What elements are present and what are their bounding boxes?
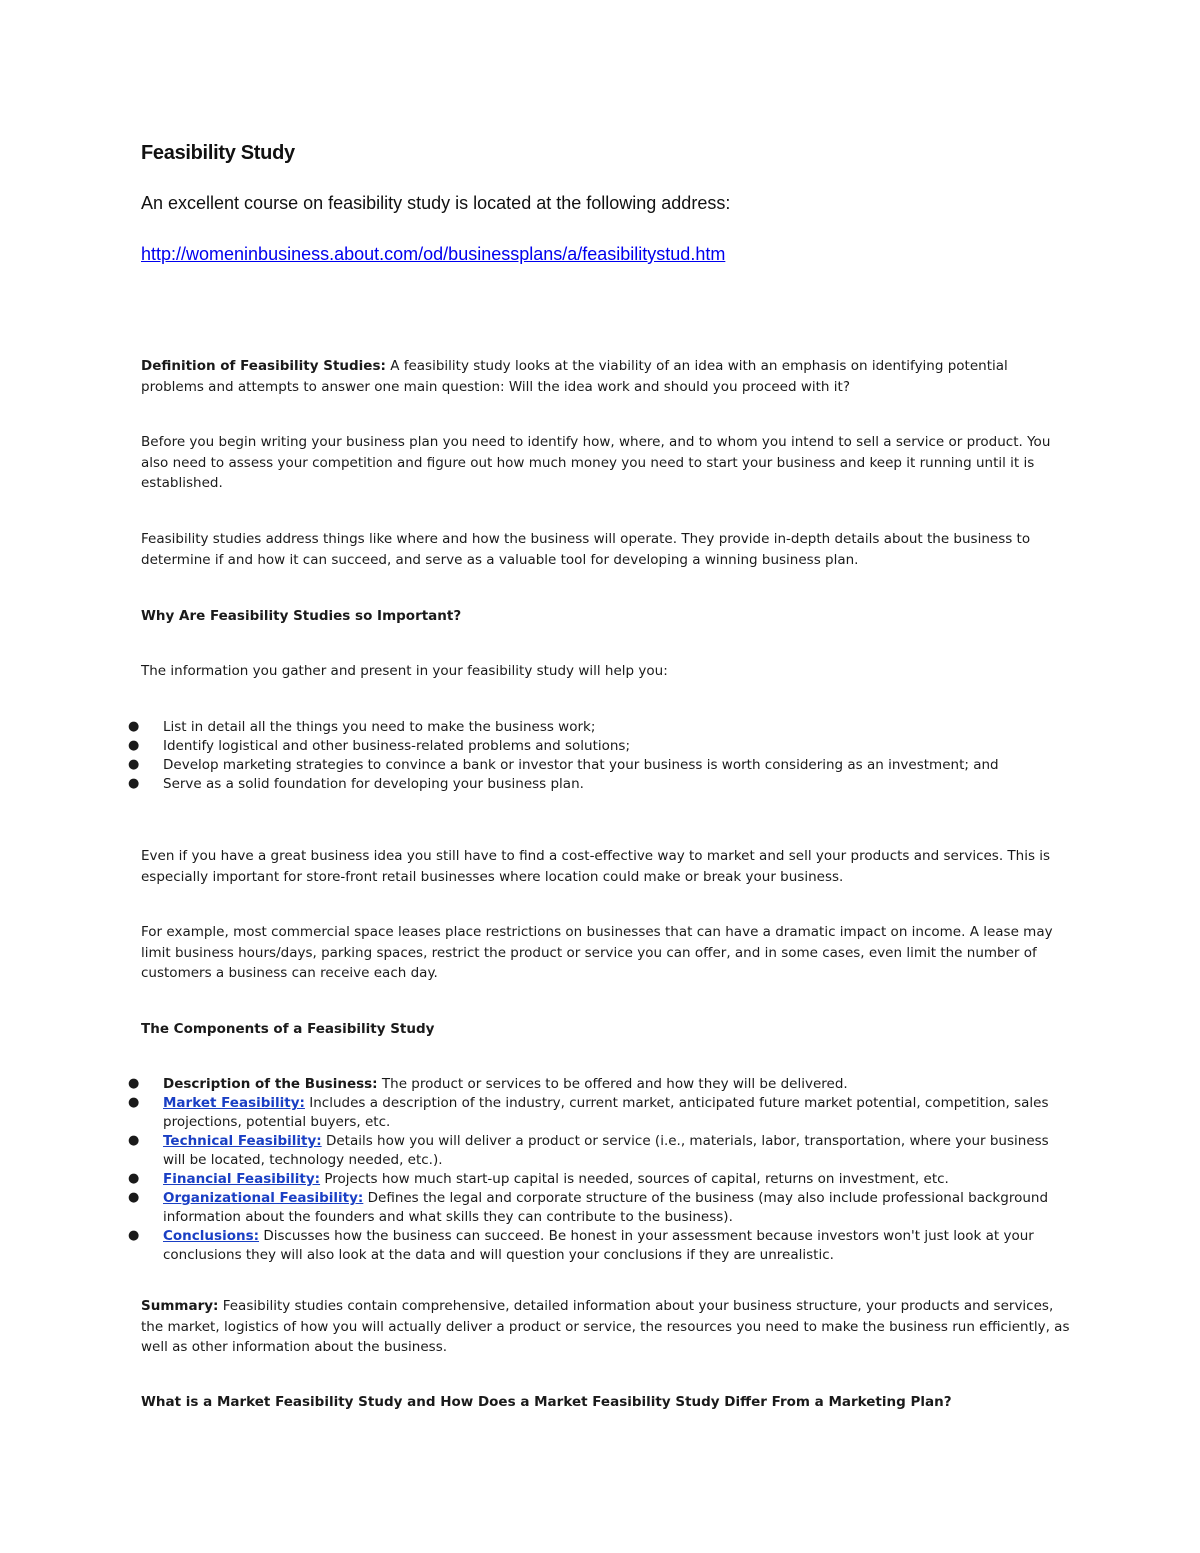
component-text: Includes a description of the industry, current market, anticipated future market potential, competition, sales projections, potential buyers, etc. [163,1095,1049,1130]
component-text: Defines the legal and corporate structure of the business (may also include professional background information about the founders and what skills they can contribute to the business). [163,1190,1049,1225]
bullet-icon: ● [128,1190,140,1205]
component-text: Discusses how the business can succeed. Be honest in your assessment because investors won't just look at your conclusions they will also look at the data and will question your conclusions if they are unrealistic. [163,1228,1034,1263]
document-title: Feasibility Study [141,142,295,164]
components-heading: The Components of a Feasibility Study [141,1021,435,1037]
list-item [0,1189,1075,1227]
list-item-text: List in detail all the things you need to make the business work; [163,719,596,735]
component-text: Projects how much start-up capital is needed, sources of capital, returns on investment, etc. [320,1171,949,1187]
component-text: The product or services to be offered and how they will be delivered. [377,1076,848,1092]
list-item [0,1094,1075,1132]
list-item-text: Develop marketing strategies to convince a bank or investor that your business is worth considering as an investment; and [163,757,999,773]
list-item [0,756,1075,775]
list-item [0,775,1075,794]
bullet-icon: ● [128,1228,140,1243]
example-paragraph: For example, most commercial space leases place restrictions on businesses that can have a dramatic impact on income. A lease may limit business hours/days, parking spaces, restrict the product or service you can offer, and in some cases, even limit the number of customers a business can receive each day. [141,924,1053,981]
bullet-icon: ● [128,719,140,734]
summary-text: Feasibility studies contain comprehensive, detailed information about your business structure, your products and services, the market, logistics of how you will actually deliver a product or service, the resources you need to make the business run efficiently, as well as other information about the business. [141,1298,1070,1355]
before-paragraph: Before you begin writing your business plan you need to identify how, where, and to whom you intend to sell a service or product. You also need to assess your competition and figure out how much money you need to start your business and keep it running until it is established. [141,434,1051,491]
info-paragraph: The information you gather and present in your feasibility study will help you: [141,663,668,679]
even-paragraph: Even if you have a great business idea you still have to find a cost-effective way to market and sell your products and services. This is especially important for store-front retail businesses where location could make or break your business. [141,848,1051,885]
list-item [0,718,1075,737]
components-list [0,1075,1075,1265]
component-label: Description of the Business: [163,1076,378,1092]
conclusions-link[interactable]: Conclusions: [163,1228,260,1244]
definition-paragraph [141,356,1071,397]
definition-text: A feasibility study looks at the viability of an idea with an emphasis on identifying potential problems and attempts to answer one main question: Will the idea work and should you proceed with it? [141,358,1008,395]
why-heading: Why Are Feasibility Studies so Important? [141,608,462,624]
bullet-icon: ● [128,1095,140,1110]
list-item [0,1227,1075,1265]
bullet-icon: ● [128,738,140,753]
list-item [0,1170,1075,1189]
list-item-text: Serve as a solid foundation for developing your business plan. [163,776,584,792]
help-list [0,718,1075,794]
bullet-icon: ● [128,776,140,791]
list-item [0,1132,1075,1170]
list-item-text: Identify logistical and other business-related problems and solutions; [163,738,631,754]
list-item [0,1075,1075,1094]
bullet-icon: ● [128,1076,140,1091]
list-item [0,737,1075,756]
intro-text: An excellent course on feasibility study is located at the following address: [141,193,731,213]
market-feasibility-link[interactable]: Market Feasibility: [163,1095,305,1111]
course-url-link[interactable]: http://womeninbusiness.about.com/od/businessplans/a/feasibilitystud.htm [141,244,726,264]
address-paragraph: Feasibility studies address things like where and how the business will operate. They provide in-depth details about the business to determine if and how it can succeed, and serve as a valuable tool for developing a winning business plan. [141,531,1031,568]
summary-label: Summary: [141,1298,219,1314]
summary-paragraph [141,1296,1071,1358]
component-text: Details how you will deliver a product or service (i.e., materials, labor, transportation, where your business will be located, technology needed, etc.). [163,1133,1049,1168]
definition-label: Definition of Feasibility Studies: [141,358,386,374]
technical-feasibility-link[interactable]: Technical Feasibility: [163,1133,322,1149]
market-study-heading: What is a Market Feasibility Study and How Does a Market Feasibility Study Differ From a Marketing Plan? [141,1394,952,1410]
organizational-feasibility-link[interactable]: Organizational Feasibility: [163,1190,364,1206]
bullet-icon: ● [128,1171,140,1186]
bullet-icon: ● [128,1133,140,1148]
bullet-icon: ● [128,757,140,772]
financial-feasibility-link[interactable]: Financial Feasibility: [163,1171,321,1187]
